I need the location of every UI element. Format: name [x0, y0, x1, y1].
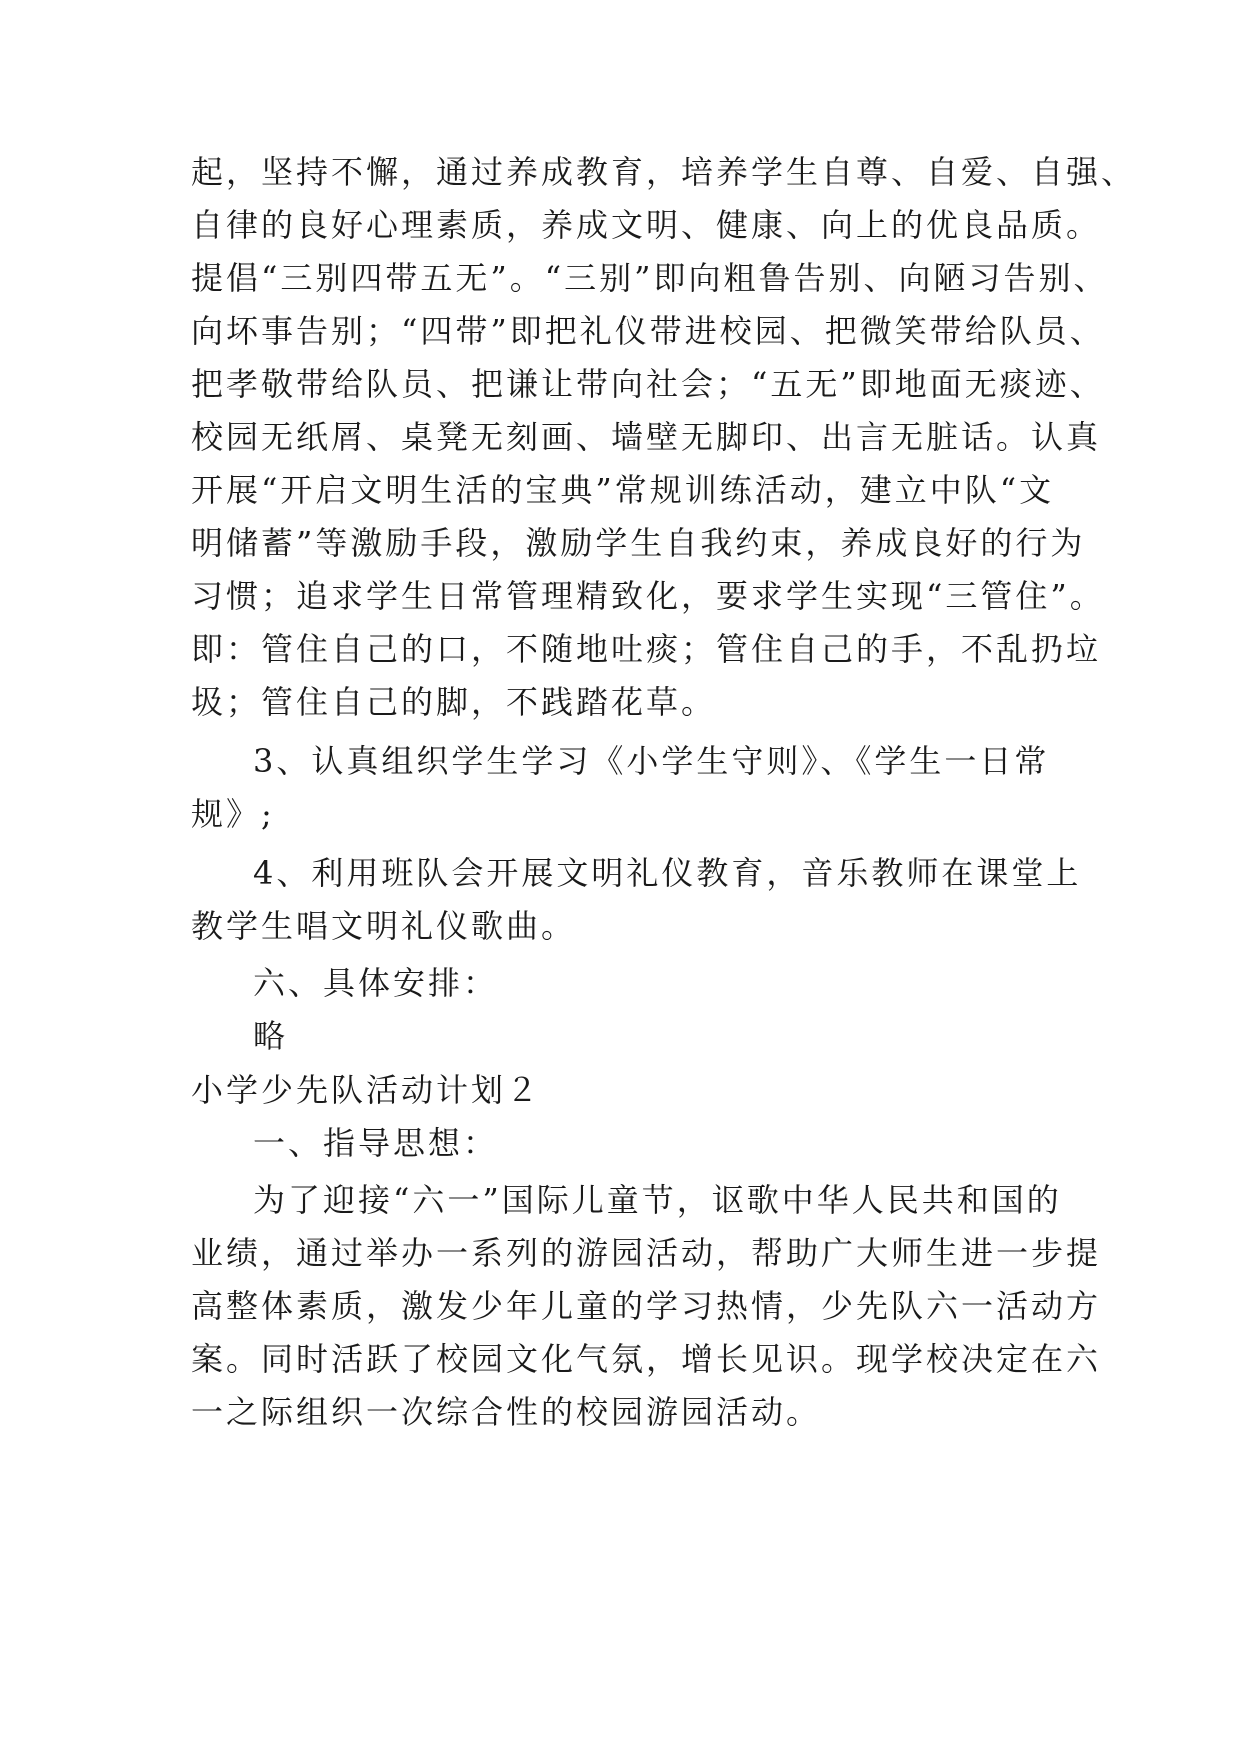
text-line: 校园无纸屑、桌凳无刻画、墙壁无脚印、出言无脏话。认真 — [191, 418, 1102, 456]
text-line: 教学生唱文明礼仪歌曲。 — [191, 907, 577, 945]
text-line: 起，坚持不懈，通过养成教育，培养学生自尊、自爱、自强、 — [191, 153, 1137, 191]
text-line: 一之际组织一次综合性的校园游园活动。 — [191, 1393, 822, 1431]
text-line: 习惯；追求学生日常管理精致化，要求学生实现“三管住”。 — [191, 577, 1105, 615]
section-heading: 六、具体安排： — [253, 964, 499, 1002]
text-line: 4、利用班队会开展文明礼仪教育，音乐教师在课堂上 — [253, 854, 1082, 892]
text-line: 略 — [253, 1017, 289, 1055]
text-line: 开展“开启文明生活的宝典”常规训练活动，建立中队“文 — [191, 471, 1055, 509]
section-heading: 一、指导思想： — [253, 1124, 499, 1162]
text-line: 把孝敬带给队员、把谦让带向社会；“五无”即地面无痰迹、 — [191, 365, 1105, 403]
text-line: 规》; — [191, 795, 275, 833]
text-line: 圾；管住自己的脚，不践踏花草。 — [191, 683, 717, 721]
text-line: 提倡“三别四带五无”。“三别”即向粗鲁告别、向陋习告别、 — [191, 259, 1109, 297]
text-line: 即：管住自己的口，不随地吐痰；管住自己的手，不乱扔垃 — [191, 630, 1102, 668]
text-line: 向坏事告别；“四带”即把礼仪带进校园、把微笑带给队员、 — [191, 312, 1105, 350]
text-line: 自律的良好心理素质，养成文明、健康、向上的优良品质。 — [191, 206, 1102, 244]
text-line: 明储蓄”等激励手段，激励学生自我约束，养成良好的行为 — [191, 524, 1086, 562]
text-line: 业绩，通过举办一系列的游园活动，帮助广大师生进一步提 — [191, 1234, 1102, 1272]
text-line: 案。同时活跃了校园文化气氛，增长见识。现学校决定在六 — [191, 1340, 1102, 1378]
text-line: 3、认真组织学生学习《小学生守则》、《学生一日常 — [253, 742, 1050, 780]
text-line: 高整体素质，激发少年儿童的学习热情，少先队六一活动方 — [191, 1287, 1102, 1325]
text-line: 为了迎接“六一”国际儿童节，讴歌中华人民共和国的 — [253, 1181, 1062, 1219]
document-title: 小学少先队活动计划２ — [191, 1071, 542, 1109]
